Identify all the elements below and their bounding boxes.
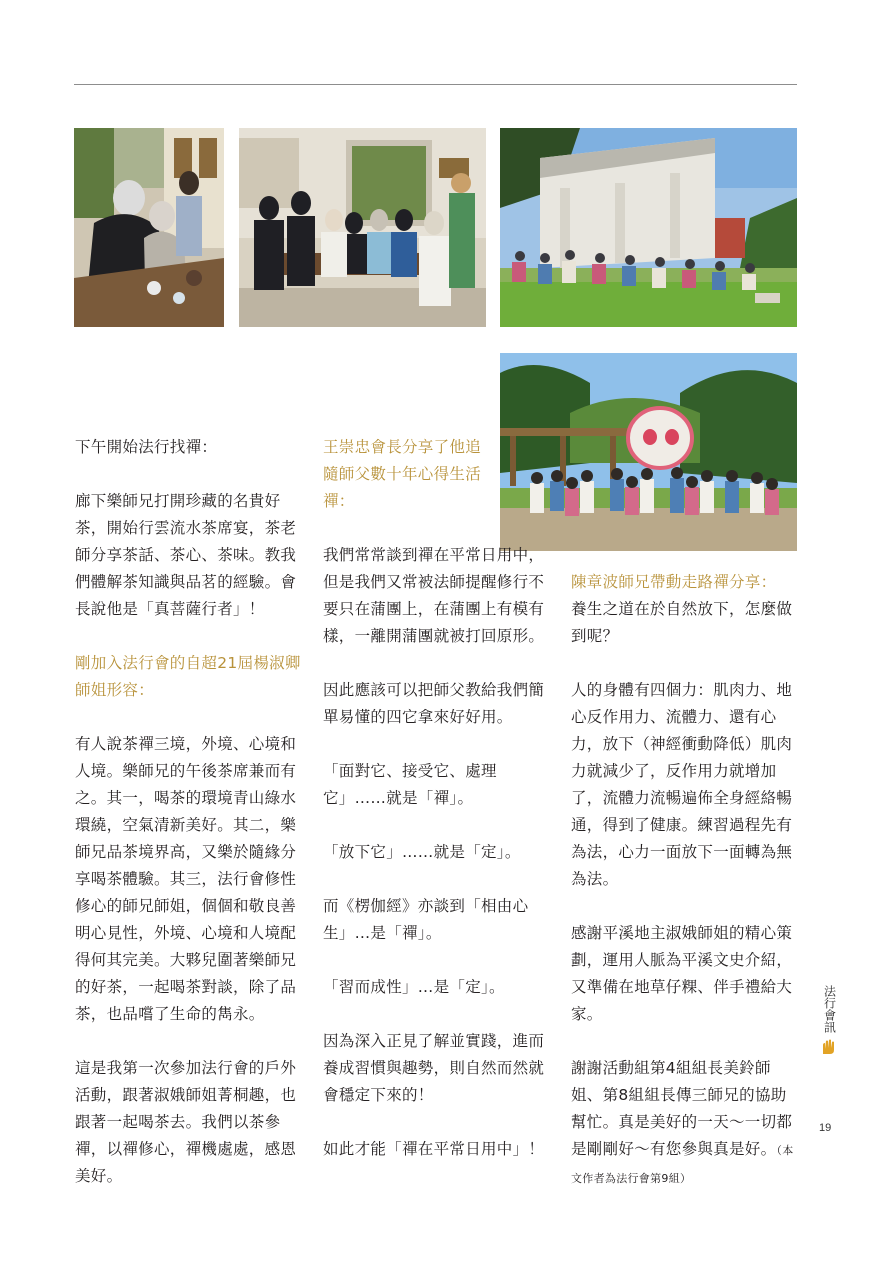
column-3 xyxy=(571,569,799,1192)
paragraph-thanks-team xyxy=(571,1055,799,1192)
paragraph-tea-feast: 廊下樂師兄打開珍藏的名貴好茶，開始行雲流水茶席宴，茶老師分享茶話、茶心、茶味。教我們體解茶知識與品茗的經驗。會長說他是「真菩薩行者」！ xyxy=(75,492,297,618)
author-note: （本文作者為法行會第9組） xyxy=(571,1144,794,1185)
paragraph-first-outing: 這是我第一次參加法行會的戶外活動，跟著淑娥師姐菁桐趣，也跟著一起喝茶去。我們以茶參禪，以禪修心，禪機處處，感恩美好。 xyxy=(75,1059,297,1185)
veranda-gathering-photo xyxy=(500,128,797,327)
column-1 xyxy=(75,434,305,1190)
paragraph-three-realms: 有人說茶禪三境，外境、心境和人境。樂師兄的午後茶席兼而有之。其一，喝茶的環境青山綠水環繞，空氣清新美好。其二，樂師兄品茶境界高，又樂於隨緣分享喝茶體驗。其三，法行會修性修心的師兄師姐，個個和敬良善明心見性，外境、心境和人境配得何其完美。大夥兒圍著樂師兄的好茶，一起喝茶對談，除了品茶，也品嚐了生命的雋永。 xyxy=(75,735,297,1023)
paragraph-afternoon: 下午開始法行找禪： xyxy=(75,438,218,456)
paragraph-habit: 「習而成性」…是「定」。 xyxy=(323,978,505,996)
heading-yang-shuqing: 剛加入法行會的自超21屆楊淑卿師姐形容： xyxy=(75,654,301,699)
paragraph-health: 養生之道在於自然放下，怎麼做到呢？ xyxy=(571,600,793,645)
magazine-logo xyxy=(812,985,846,1055)
paragraph-four-forces: 人的身體有四個力：肌肉力、地心反作用力、流體力、還有心力，放下（神經衝動降低）肌肉力就減少了，反作用力就增加了，流體力流暢遍佈全身經絡暢通，得到了健康。練習過程先有為法，心力一面放下一面轉為無為法。 xyxy=(571,681,793,888)
paragraph-lankavatara: 而《楞伽經》亦談到「相由心生」…是「禪」。 xyxy=(323,897,529,942)
heading-chen-zhangbo: 陳章波師兄帶動走路禪分享： xyxy=(571,573,777,591)
paragraph-everyday-chan: 我們常常談到禪在平常日用中，但是我們又常被法師提醒修行不要只在蒲團上，在蒲團上有模有樣，一離開蒲團就被打回原形。 xyxy=(323,546,545,645)
thanks-text: 謝謝活動組第4組組長美鈴師姐、第8組組長傳三師兄的協助幫忙。真是美好的一天～一切都是剛剛好～有您參與真是好。 xyxy=(571,1059,793,1158)
group-with-statue-photo xyxy=(500,353,797,551)
paragraph-four-its: 因此應該可以把師父教給我們簡單易懂的四它拿來好好用。 xyxy=(323,681,545,726)
paragraph-thanks-host: 感謝平溪地主淑娥師姐的精心策劃，運用人脈為平溪文史介紹，又準備在地草仔粿、伴手禮給大家。 xyxy=(571,924,793,1023)
column-2-body xyxy=(323,542,553,1163)
hand-logo-icon xyxy=(821,1039,837,1055)
paragraph-let-go: 「放下它」……就是「定」。 xyxy=(323,843,521,861)
group-at-table-photo xyxy=(239,128,486,327)
column-2 xyxy=(323,434,483,515)
page-number: 19 xyxy=(819,1122,832,1134)
tea-ceremony-photo xyxy=(74,128,224,327)
paragraph-face-it: 「面對它、接受它、處理它」……就是「禪」。 xyxy=(323,762,497,807)
paragraph-conclusion: 如此才能「禪在平常日用中」！ xyxy=(323,1140,545,1158)
logo-text: 法行會訊 xyxy=(822,985,837,1033)
paragraph-practice: 因為深入正見了解並實踐，進而養成習慣與趣勢，則自然而然就會穩定下來的！ xyxy=(323,1032,545,1104)
top-rule xyxy=(74,84,797,85)
heading-wang-chongzhong: 王崇忠會長分享了他追隨師父數十年心得生活禪： xyxy=(323,438,482,510)
